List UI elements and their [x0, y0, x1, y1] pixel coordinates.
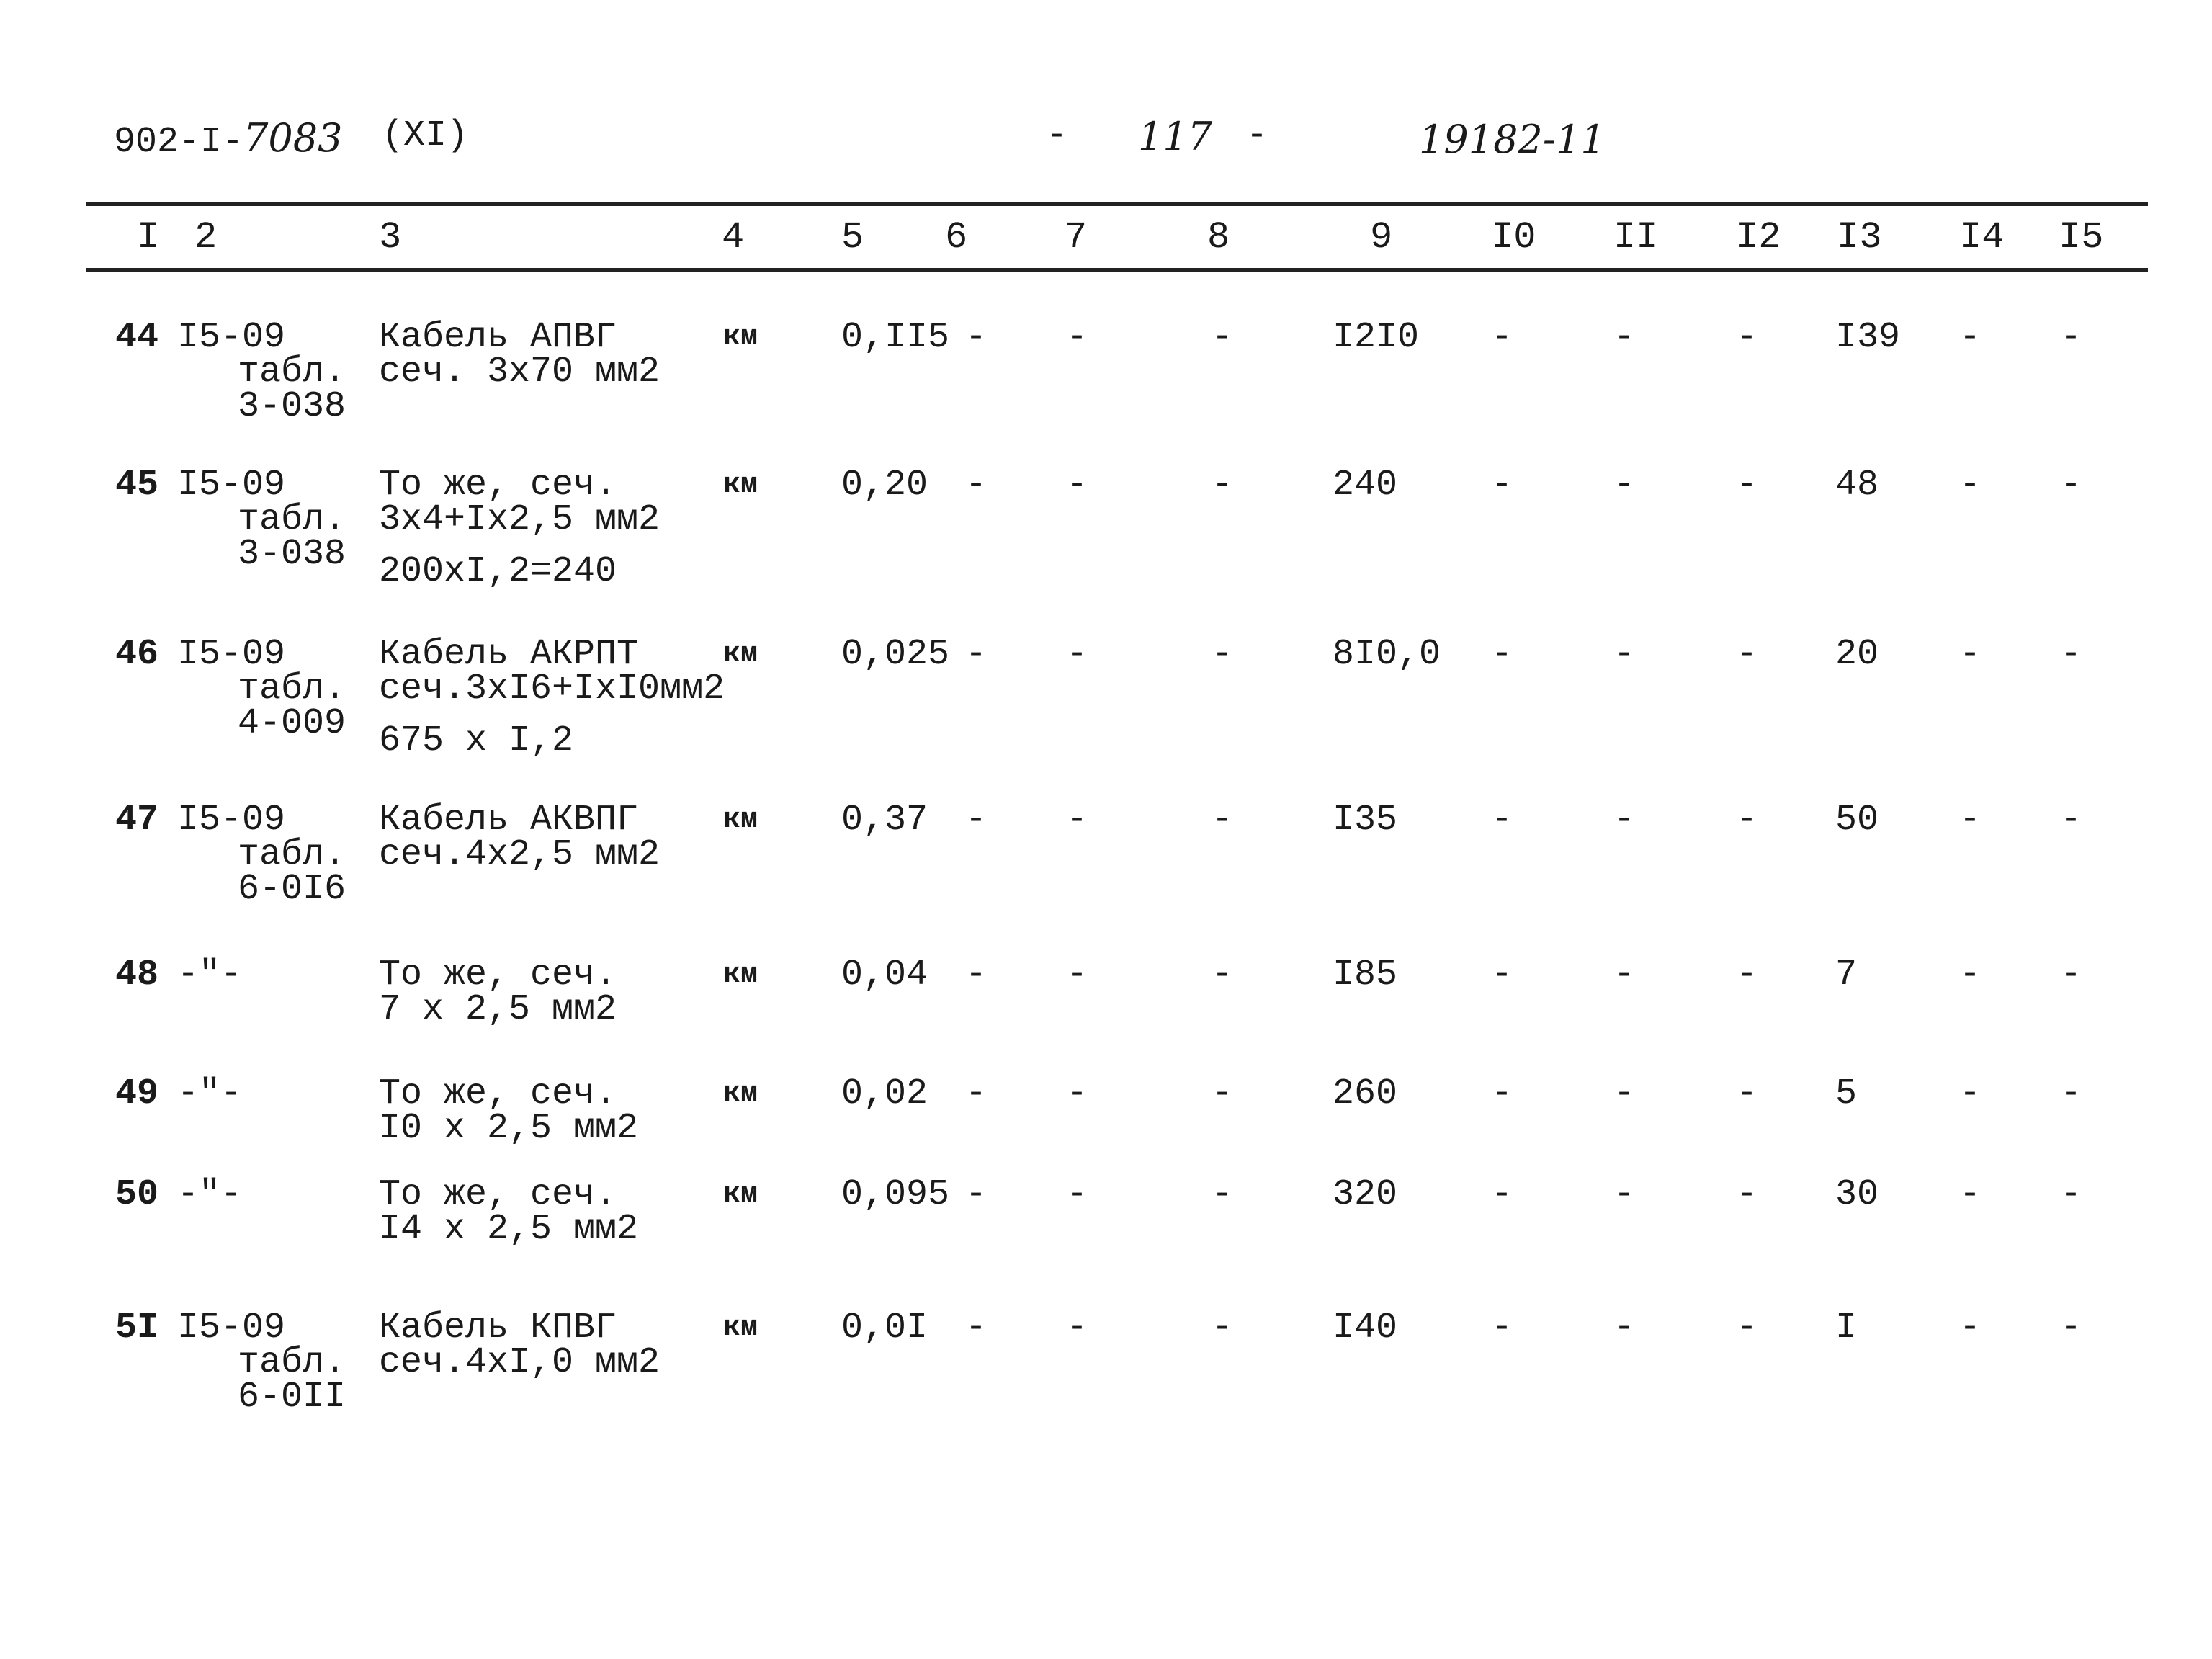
row-number: 45: [115, 465, 159, 506]
row-number: 47: [115, 800, 159, 841]
dash-placeholder: -: [1491, 317, 1513, 358]
norm-code-line: I5-09: [177, 465, 286, 506]
norm-code-line: -"-: [177, 954, 243, 996]
column-number: 9: [1370, 216, 1393, 259]
dash-placeholder: -: [2060, 465, 2082, 506]
dash-placeholder: -: [2060, 1307, 2082, 1349]
table-row: [0, 465, 2212, 592]
dash-placeholder: -: [1736, 1307, 1758, 1349]
unit-of-measure: км: [723, 1078, 758, 1110]
column-13-value: 50: [1835, 800, 1879, 841]
item-description-line: То же, сеч.: [379, 954, 617, 996]
dash-placeholder: -: [1959, 954, 1982, 996]
item-description: [379, 465, 661, 592]
dash-placeholder: -: [965, 954, 988, 996]
column-9-value: 240: [1333, 465, 1398, 506]
dash-placeholder: -: [1066, 954, 1088, 996]
column-13-value: 7: [1835, 954, 1858, 996]
column-9-value: I40: [1333, 1307, 1398, 1349]
dash-placeholder: -: [1959, 1073, 1982, 1114]
dash-placeholder: -: [1736, 317, 1758, 358]
column-number: I0: [1491, 216, 1536, 259]
norm-code-line: 6-0II: [238, 1377, 346, 1418]
dash-placeholder: -: [1491, 1073, 1513, 1114]
norm-code-line: 3-038: [238, 386, 346, 427]
table-row: [0, 1073, 2212, 1149]
column-number: I4: [1959, 216, 2005, 259]
header-top-rule: [86, 202, 2148, 206]
dash-placeholder: -: [1959, 317, 1982, 358]
sheet-reference: 19182-11: [1419, 117, 1606, 162]
document-code-printed: 902-I-: [114, 122, 244, 163]
column-number: 5: [841, 216, 864, 259]
table-row: [0, 800, 2212, 910]
norm-code: [177, 317, 346, 427]
unit-of-measure: км: [723, 959, 758, 991]
quantity-value: 0,20: [841, 465, 928, 506]
item-description: [379, 954, 617, 1045]
column-number: II: [1613, 216, 1659, 259]
table-row: [0, 634, 2212, 761]
norm-code-line: I5-09: [177, 800, 286, 841]
column-13-value: 20: [1835, 634, 1879, 675]
dash-placeholder: -: [1212, 954, 1234, 996]
quantity-value: 0,0I: [841, 1307, 928, 1349]
dash-placeholder: -: [1491, 1307, 1513, 1349]
quantity-value: 0,02: [841, 1073, 928, 1114]
item-description-line: 7 х 2,5 мм2: [379, 989, 617, 1030]
column-number: I3: [1837, 216, 1882, 259]
norm-code-line: I5-09: [177, 1307, 286, 1349]
dash-placeholder: -: [1212, 465, 1234, 506]
item-description: [379, 1073, 639, 1163]
dash-placeholder: -: [2060, 800, 2082, 841]
norm-code: [177, 634, 346, 744]
page-dash-right: -: [1246, 115, 1268, 156]
item-description-line: сеч.4хI,0 мм2: [379, 1342, 661, 1383]
column-number: 4: [722, 216, 745, 259]
column-number: I5: [2059, 216, 2104, 259]
column-9-value: 260: [1333, 1073, 1398, 1114]
dash-placeholder: -: [1959, 800, 1982, 841]
dash-placeholder: -: [965, 1174, 988, 1215]
quantity-value: 0,095: [841, 1174, 950, 1215]
table-row: [0, 1174, 2212, 1250]
dash-placeholder: -: [1613, 1073, 1636, 1114]
dash-placeholder: -: [965, 317, 988, 358]
dash-placeholder: -: [1066, 1307, 1088, 1349]
norm-code: [177, 465, 346, 575]
dash-placeholder: -: [1212, 1174, 1234, 1215]
dash-placeholder: -: [1212, 317, 1234, 358]
dash-placeholder: -: [1959, 1307, 1982, 1349]
item-description-line: 3х4+Iх2,5 мм2: [379, 499, 661, 540]
dash-placeholder: -: [1736, 1073, 1758, 1114]
item-description-line: То же, сеч.: [379, 1073, 617, 1114]
norm-code: [177, 800, 346, 910]
norm-code: [177, 1174, 243, 1215]
column-number: 8: [1207, 216, 1230, 259]
column-9-value: I2I0: [1333, 317, 1420, 358]
unit-of-measure: км: [723, 1312, 758, 1344]
unit-of-measure: км: [723, 321, 758, 354]
table-row: [0, 954, 2212, 1030]
item-description-line: То же, сеч.: [379, 1174, 617, 1215]
dash-placeholder: -: [965, 634, 988, 675]
dash-placeholder: -: [1613, 317, 1636, 358]
header-bottom-rule: [86, 268, 2148, 272]
norm-code-line: табл.: [238, 668, 346, 710]
column-13-value: 48: [1835, 465, 1879, 506]
quantity-value: 0,025: [841, 634, 950, 675]
dash-placeholder: -: [2060, 634, 2082, 675]
norm-code-line: 3-038: [238, 534, 346, 575]
dash-placeholder: -: [1066, 1174, 1088, 1215]
item-description: [379, 1307, 661, 1398]
dash-placeholder: -: [1613, 800, 1636, 841]
dash-placeholder: -: [1613, 1307, 1636, 1349]
column-9-value: 320: [1333, 1174, 1398, 1215]
column-number: I2: [1736, 216, 1781, 259]
norm-code: [177, 1307, 346, 1418]
column-9-value: I85: [1333, 954, 1398, 996]
dash-placeholder: -: [1212, 800, 1234, 841]
quantity-value: 0,04: [841, 954, 928, 996]
dash-placeholder: -: [1959, 1174, 1982, 1215]
column-number: I: [137, 216, 160, 259]
unit-of-measure: км: [723, 804, 758, 836]
dash-placeholder: -: [1066, 465, 1088, 506]
row-number: 44: [115, 317, 159, 358]
column-9-value: 8I0,0: [1333, 634, 1441, 675]
row-number: 50: [115, 1174, 159, 1215]
table-row: [0, 317, 2212, 427]
norm-code-line: табл.: [238, 499, 346, 540]
dash-placeholder: -: [1066, 317, 1088, 358]
dash-placeholder: -: [1491, 634, 1513, 675]
item-description-line: 200хI,2=240: [379, 551, 617, 592]
dash-placeholder: -: [1613, 465, 1636, 506]
unit-of-measure: км: [723, 638, 758, 671]
column-13-value: 5: [1835, 1073, 1858, 1114]
dash-placeholder: -: [965, 465, 988, 506]
dash-placeholder: -: [965, 1307, 988, 1349]
item-description-line: сеч. 3х70 мм2: [379, 352, 661, 393]
column-13-value: 30: [1835, 1174, 1879, 1215]
dash-placeholder: -: [1212, 1073, 1234, 1114]
norm-code: [177, 954, 243, 996]
dash-placeholder: -: [1959, 634, 1982, 675]
item-description: [379, 800, 661, 890]
item-description-line: 675 х I,2: [379, 720, 574, 761]
dash-placeholder: -: [965, 800, 988, 841]
row-number: 46: [115, 634, 159, 675]
norm-code: [177, 1073, 243, 1114]
dash-placeholder: -: [1491, 800, 1513, 841]
norm-code-line: 6-0I6: [238, 869, 346, 910]
document-code-handwritten: 7083: [243, 115, 343, 161]
column-number: 2: [194, 216, 218, 259]
item-description-line: Кабель АКРПТ: [379, 634, 639, 675]
item-description-line: Кабель АПВГ: [379, 317, 617, 358]
norm-code-line: -"-: [177, 1174, 243, 1215]
row-number: 48: [115, 954, 159, 996]
dash-placeholder: -: [965, 1073, 988, 1114]
dash-placeholder: -: [1613, 1174, 1636, 1215]
dash-placeholder: -: [2060, 1073, 2082, 1114]
item-description: [379, 1174, 639, 1264]
dash-placeholder: -: [1736, 800, 1758, 841]
table-row: [0, 1307, 2212, 1418]
column-9-value: I35: [1333, 800, 1398, 841]
norm-code-line: -"-: [177, 1073, 243, 1114]
dash-placeholder: -: [1736, 954, 1758, 996]
norm-code-line: I5-09: [177, 634, 286, 675]
dash-placeholder: -: [1212, 1307, 1234, 1349]
row-number: 49: [115, 1073, 159, 1114]
dash-placeholder: -: [1212, 634, 1234, 675]
page-dash-left: -: [1046, 115, 1068, 156]
column-number: 6: [945, 216, 968, 259]
dash-placeholder: -: [1736, 1174, 1758, 1215]
dash-placeholder: -: [1491, 954, 1513, 996]
item-description: [379, 317, 661, 407]
dash-placeholder: -: [1613, 634, 1636, 675]
norm-code-line: I5-09: [177, 317, 286, 358]
dash-placeholder: -: [1491, 465, 1513, 506]
column-number: 3: [379, 216, 402, 259]
dash-placeholder: -: [2060, 1174, 2082, 1215]
norm-code-line: 4-009: [238, 703, 346, 744]
dash-placeholder: -: [2060, 954, 2082, 996]
column-number: 7: [1065, 216, 1088, 259]
dash-placeholder: -: [1736, 465, 1758, 506]
unit-of-measure: км: [723, 469, 758, 501]
column-13-value: I39: [1835, 317, 1901, 358]
unit-of-measure: км: [723, 1179, 758, 1211]
dash-placeholder: -: [1066, 1073, 1088, 1114]
item-description-line: сеч.4х2,5 мм2: [379, 834, 661, 875]
quantity-value: 0,II5: [841, 317, 950, 358]
dash-placeholder: -: [1613, 954, 1636, 996]
page-number: 117: [1138, 114, 1213, 159]
dash-placeholder: -: [2060, 317, 2082, 358]
row-number: 5I: [115, 1307, 159, 1349]
item-description-line: Кабель КПВГ: [379, 1307, 617, 1349]
norm-code-line: табл.: [238, 1342, 346, 1383]
item-description-line: сеч.3хI6+IхI0мм2: [379, 668, 725, 710]
document-part: (XI): [382, 115, 469, 156]
item-description-line: То же, сеч.: [379, 465, 617, 506]
item-description-line: I0 х 2,5 мм2: [379, 1108, 639, 1149]
dash-placeholder: -: [1066, 800, 1088, 841]
quantity-value: 0,37: [841, 800, 928, 841]
column-13-value: I: [1835, 1307, 1858, 1349]
item-description-line: Кабель АКВПГ: [379, 800, 639, 841]
dash-placeholder: -: [1066, 634, 1088, 675]
item-description: [379, 634, 725, 761]
dash-placeholder: -: [1491, 1174, 1513, 1215]
dash-placeholder: -: [1736, 634, 1758, 675]
item-description-line: I4 х 2,5 мм2: [379, 1209, 639, 1250]
norm-code-line: табл.: [238, 352, 346, 393]
norm-code-line: табл.: [238, 834, 346, 875]
dash-placeholder: -: [1959, 465, 1982, 506]
document-code: [114, 115, 342, 163]
